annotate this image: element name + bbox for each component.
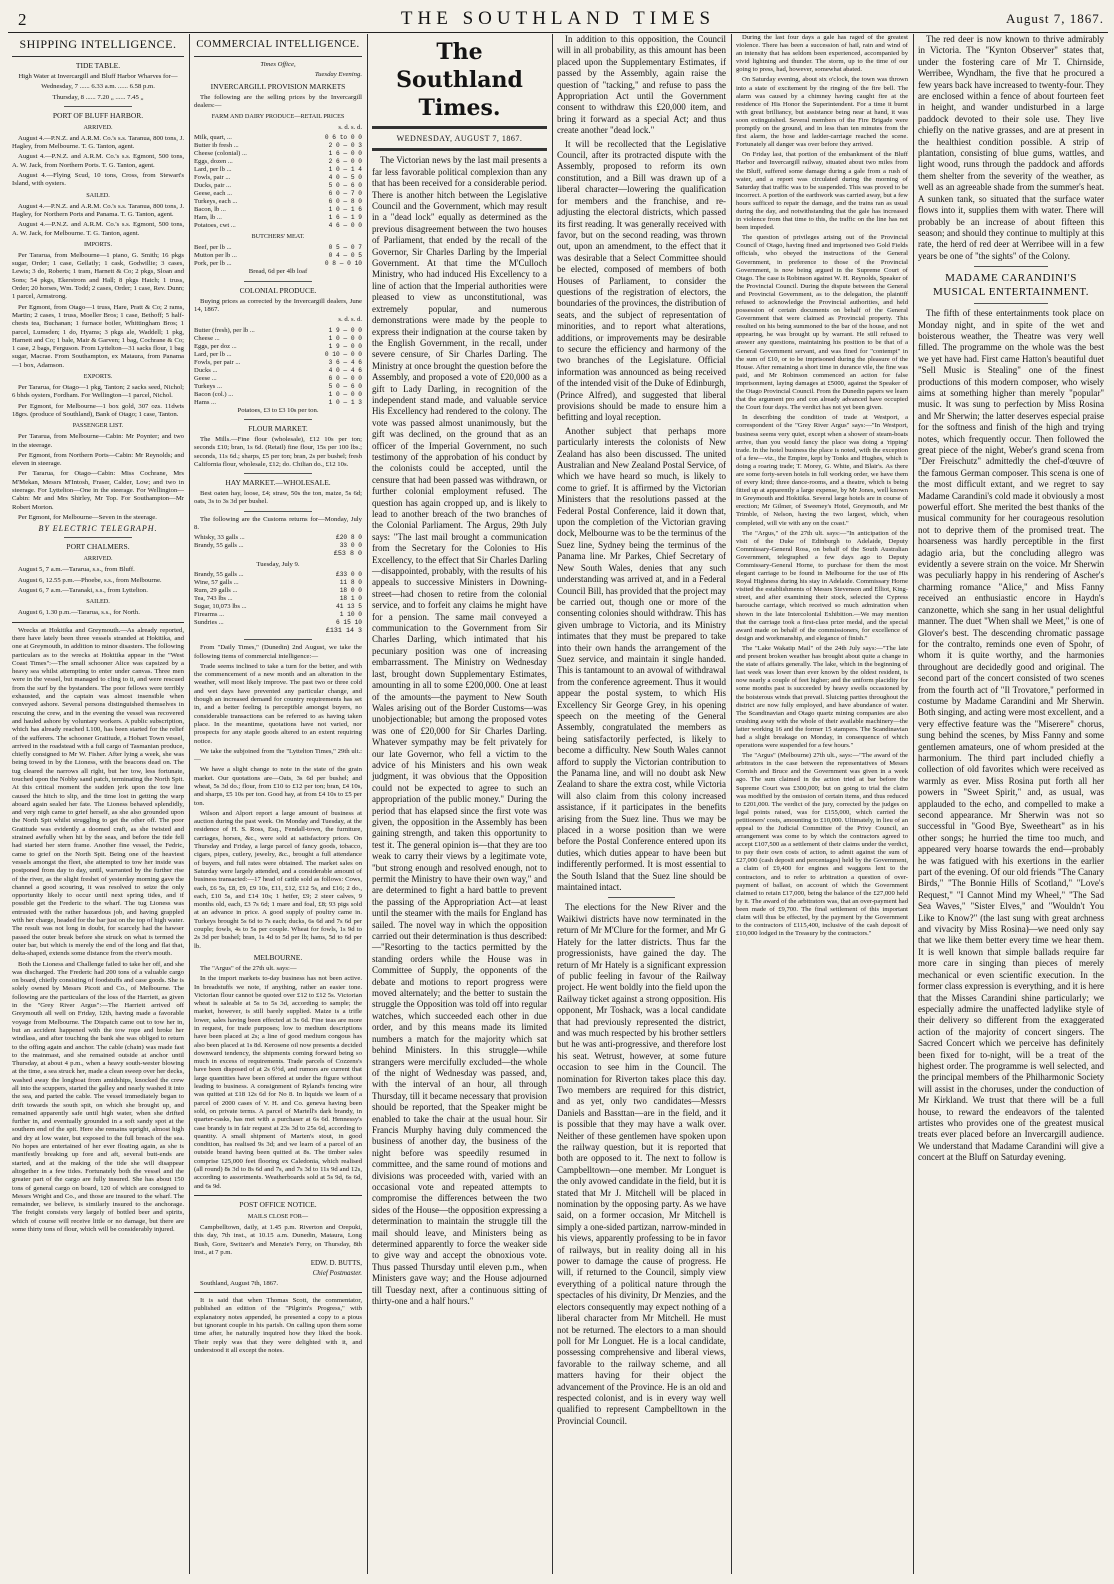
item-name: Sugar, 10,073 lbs ... xyxy=(194,602,247,610)
leader-dateline: WEDNESDAY, AUGUST 7, 1867. xyxy=(396,134,523,143)
divider xyxy=(194,1292,362,1293)
item-price: 4 0 — 4 6 xyxy=(328,366,362,374)
divider xyxy=(372,126,547,129)
subheading: COLONIAL PRODUCE. xyxy=(239,285,317,295)
item-price: 33 0 0 xyxy=(339,542,362,550)
item-name: Wine, 57 galls ... xyxy=(194,578,239,586)
customs-total: £131 14 3 xyxy=(325,626,362,635)
price-row xyxy=(194,534,362,542)
item-price: 2 0 — 0 3 xyxy=(328,142,362,150)
label: ARRIVED. xyxy=(83,555,113,563)
divider xyxy=(64,106,133,107)
subheading: PORT OF BLUFF HARBOR. xyxy=(52,110,144,120)
masthead xyxy=(8,6,1108,32)
price-row xyxy=(194,359,362,367)
signature: EDW. D. BUTTS, xyxy=(310,1259,362,1268)
item-name: Fowls, per pair ... xyxy=(194,358,241,366)
item-name: Butter ib fresh ... xyxy=(194,142,239,150)
divider xyxy=(244,639,311,640)
item-price: 18 0 0 xyxy=(339,586,362,594)
price-row xyxy=(194,367,362,375)
news-item: The red deer is now known to thrive admirably in Victoria. The "Kynton Observer" states that, under the fostering care of Mr T. Chirnside, Werribee, Wyndham, the five that he procured a few years back have increased to twenty-four. They are enclosed within a fence of about fourteen feet in height, and wander undisturbed in a large paddock devoted to their sole use. They live chiefly on the native grasses, and are at present in the healthiest condition possible. A strip of plantation, consisting of blue gums, wattles, and light wood, runs through the paddock and affords them shelter from the severity of the weather, as well as an agreeable shade from the summer's heat. A sunken tank, so situated that the surface water flows into it, supplies them with water. There will probably be an increase of about fifteen this season; and should they continue to multiply at this rate, the herd of red deer at Werribee will in a few years be one of "the sights" of the Colony. xyxy=(918,34,1104,261)
price-table xyxy=(194,327,362,407)
list-item: Per Tararua, for Otago—1 pkg, Tanton; 2 sacks seed, Nichol; 6 bhds oysters, Fordham. For Wellington—1 parcel, Nichol. xyxy=(12,384,184,400)
text: Bread, 6d per 4lb loaf xyxy=(248,268,308,276)
list-item: Per Egmont, from Otago—1 truss, Hare, Pratt & Co; 2 rams, Martin; 2 cases, 1 truss, Moeller Bros; 1 case, Bethoff; 5 half-chests tea, Buchanan; 1 furnace boiler, Whittingham Bros; 1 parcel, Lumsden; 1 do, Hyams; 3 pkgs ale, Waddell; 1 pkg, Harnett and Co; 1 bale, Mair & Garven; 1 bag, Cochrane & Co; 1 case, 2 bags, Ferguson. From Lyttelton—31 sacks flour, 1 bag sugar, Macrae. From Southampton, ex Mataura, from Panama—1 box, Adamson. xyxy=(12,303,184,369)
item-price: 3 6 — 4 6 xyxy=(328,358,362,366)
label: SAILED. xyxy=(86,191,110,199)
divider xyxy=(974,266,1048,267)
item-price: 2 6 — 0 0 xyxy=(328,158,362,166)
column-local-news xyxy=(732,34,912,1574)
item-price: 0 6 to 0 0 xyxy=(324,134,362,142)
subheading: POST OFFICE NOTICE. xyxy=(239,1199,317,1209)
text: Campbelltown, daily, at 1.45 p.m. Riverton and Orepuki, this day, 7th inst., at 10.15 a.m. Dunedin, Mataura, Long Bush, Gore, Switzer's and Menzie's Ferry, on Thursday, 8th inst., at 7 p.m. xyxy=(194,1223,362,1256)
price-row xyxy=(194,260,362,268)
item-name: Turkeys ... xyxy=(194,382,222,390)
column-commercial xyxy=(190,34,366,1574)
item-name: Firearms ... xyxy=(194,610,225,618)
divider xyxy=(12,622,184,623)
column-shipping xyxy=(8,34,188,1574)
item-price: 6 0 — 0 0 xyxy=(328,374,362,382)
price-row xyxy=(194,619,362,627)
list-item: August 4.—P.N.Z. and A.R.M. Co.'s s.s. Taranua, 800 tons, J. Hagley, from Melbourne. T. G. Tanton, agent. xyxy=(12,134,184,151)
price-row xyxy=(194,174,362,182)
item-name: Pork, per lb ... xyxy=(194,260,232,268)
item-name: Ducks, pair ... xyxy=(194,182,231,190)
item-name: Geese, each ... xyxy=(194,190,233,198)
article-text: It is said that when Thomas Scott, the commentator, published an edition of the "Pilgrim's Progress," with explanatory notes appended, he presented a copy to a pious but ignorant couple in his parish. On calling upon them some time after, he naturally inquired how they liked the book. Their reply was that they were delighted with it, and understood it all except the notes. xyxy=(194,1297,362,1354)
item-name: Tea, 743 lbs ... xyxy=(194,594,233,602)
tide-row: Thursday, 8 ...... 7.20 „ ...... 7.45 „ xyxy=(52,93,144,101)
item-name: Fowls, pair ... xyxy=(194,174,231,182)
price-row xyxy=(194,343,362,351)
news-item: The "Argus" (Melbourne) 27th ult., says:—"The award of the arbitrators in the case between the representatives of Messrs Cornish and Bruce and the Government was given in a week ago. The sum claimed in the action tried at bar before the Supreme Court was £300,000; but on going to trial the claim was modified by the omission of certain items, and thus reduced to £201,000. The verdict of the jury, corrected by the judges on legal points raised, was for £155,000, which carried the petitioners' costs, amounting to £10,000. Ultimately, in lieu of an appeal to the Judicial Committee of the Privy Council, an arrangement was come to by which the contractors agreed to accept £107,500 as a settlement of their claims under the verdict, to pay their own costs of action, to admit against the sum of £27,000 (cash deposit and percentages) held by the Government, a claim of £9,400 for engines and waggons lent to the contractors, and to refer to arbitration a question of over-payment of ballast, on account of which the Government claimed to retain £17,000, being the balance of the £27,000 held by it. The award of the arbitrators was, that an over-payment had been made of £9,700. The final settlement of this important claim will thus be effected, by the payment by the Government to the contractors of £115,400, inclusive of the cash deposit of £10,000 lodged in the Treasury by the contractors." xyxy=(736,752,908,938)
news-item: The question of privileges arising out of the Provincial Council of Otago, having fined and imprisoned two Gold Fields officials, who obeyed the instructions of the General Government, in preference to those of the Provincial Government, is now being argued in the Supreme Court of Otago. The case is Robinson against W. H. Reynolds, Speaker of the Provincial Council. During the dispute between the General and Provincial Government, as to the delegation, the plaintiff refused to acknowledge the Provincial authorities, and held possession of certain documents on behalf of the General Government that were claimed as Provincial property. This resulted on his being summoned to the bar of the house, and not appearing, he was brought up by warrant. He still refused to answer any questions, maintaining his position to be that of a General Government servant, and was fined for "contempt" in the sum of £10, or to be imprisoned during the pleasure of the House. After remaining a short time in durance vile, the fine was paid, and Mr Robinson commenced an action for false imprisonment, laying damages at £5000, against the Speaker of the Otago Provincial Council. From the Dunedin papers we learn that the argument pro and con already advanced have occupied the Court four days. The verdict has not yet been given. xyxy=(736,234,908,412)
item-price: 1 6 — 0 0 xyxy=(328,150,362,158)
issue-date: August 7, 1867. xyxy=(1005,11,1104,26)
units-header: s. d. s. d. xyxy=(338,124,362,132)
price-row xyxy=(194,166,362,174)
price-row xyxy=(194,182,362,190)
list-item: Per Egmont, from Northern Ports—Cabin: Mr Reynolds; and eleven in steerage. xyxy=(12,451,184,468)
item-price: 11 8 0 xyxy=(339,578,362,586)
item-price: 1 0 — 1 3 xyxy=(328,398,362,406)
nameplate: The Southland Times. xyxy=(396,39,523,121)
item-price: 1 0 — 1 6 xyxy=(328,206,362,214)
text: The following are the Customs returns for—Monday, July 8. xyxy=(194,515,362,532)
text: The Mills.—Fine flour (wholesale), £12 10s per ton; seconds £10; bran, 1s 6d. (Retail) fine flour, 15s per 100 lbs.; seconds, 11s 6d.; sharps, £5 per ton; bran, 2s per bushel; fresh California flour, wholesale, £12; do. Chilian do., £12 10s. xyxy=(194,435,362,468)
subheading: Tuesday, July 9. xyxy=(256,560,300,568)
price-row xyxy=(194,252,362,260)
news-item: During the last four days a gale has raged of the greatest violence. There has been a succession of hail, rain and wind of an intensity that has seldom been experienced, accompanied by vivid lightning and thunder. The storm, up to the time of our going to press, had, however, somewhat abated. xyxy=(736,34,908,74)
article-text: Wrecks at Hokitika and Greymouth.—As already reported, there have lately been three vessels stranded at Hokitika, and one at Greymouth, in addition to minor disasters. The following particulars as to the wrecks at Hokitika appear in the "West Coast Times":—The small schooner Alice was capsized by a heavy sea whilst attempting to enter under canvas. Three men were in the vessel, but managed to cling to it, and were rescued from the surf by the bystanders. The poor fellows were terribly exhausted, and the captain was almost insensible when conveyed ashore. Several persons distinguished themselves in rescuing the crew, and in the evening the vessel was recovered and hauled ashore by voluntary workers. A public subscription, which has already reached L100, has been started for the relief of the sufferers. The schooner Gratitude, a Hobart Town vessel, arrived in the roadstead with a full cargo of Tasmanian produce, chiefly consigned to Mr W. Fisher. After lying a week, she was being towed in by the Lioness, with the beacons dead on. The tug cleared the narrows all right, but her tow, less fortunate, touched upon the Nobby sand patch, terminating the North Spit. At this critical moment the sudden jerk upon the tow line caused the hitch to slip, and the time lost in getting the warp aboard again sealed her fate. The Lioness behaved splendidly, and very nigh came to grief herself, as she also grounded upon the North Spit whilst struggling to get the other off. The poor Gratitude was evidently a doomed craft, as she twisted and strained awfully when hit by the seas, and before the tide fell had started her stern frame. Another fine vessel, the Fedric, came to grief on the North Spit. Being one of the heaviest vessels amongst the fleet, she attempted to tow her inside was postponed from day to day, until, warranted by the further rise of the river, as the slight freshet of yesterday morning gave the channel a good scouring, it was resolved to seize the only opportunity likely to occur until next spring tides, and if possible get the Frederic to the wharf. The tug Lioness was entrusted with the rather hazardous job, and having grappled with her charge, headed for the bar just on the top of high water. The result was not long in doubt, for scarcely had the hawser passed the outer break before she struck on what is termed the outer bar, but which is merely the end of the long and flat that, delta-shaped, extends some distance from the river's mouth. xyxy=(12,626,184,958)
item-price: 1 6 — 1 9 xyxy=(328,214,362,222)
price-table xyxy=(194,244,362,268)
price-row xyxy=(194,391,362,399)
item-name: Hams ... xyxy=(194,398,216,406)
units-header: s. d. s. d. xyxy=(338,316,362,324)
column-leader-continued xyxy=(553,34,730,1574)
article-text: We have a slight change to note in the state of the grain market. Our quotations are—Oats, 3s 6d per bushel; and wheat, 5s 3d do.; flour, from £10 to £12 per ton; bran, £4 10s, and sharps, £5 10s per ton. Good hay, at from £4 10s to £5 per ton. xyxy=(194,766,362,807)
list-item: August 6, 7 a.m.—Taranaki, s.s., from Lyttelton. xyxy=(18,587,148,595)
item-price: £33 0 0 xyxy=(336,570,362,578)
item-price: £20 8 0 xyxy=(336,534,362,542)
price-row xyxy=(194,542,362,550)
list-item: Per Tararua, from Melbourne—Cabin: Mr Poynter; and two in the steerage. xyxy=(12,433,184,449)
leader-text: The elections for the New River and the Waikiwi districts have now terminated in the return of Mr M'Clure for the former, and Mr G Hately for the latter districts. Thus far the progressionists, have gained the day. The return of Mr Hately is a significant expression of public feeling in favour of the Railway project. He went boldly into the field upon the Railway ticket against a strong opposition. His opponent, Mr Toshack, was a local candidate that had previously represented the district, and was much respected by his brother settlers but he was anti-progressive, and therefore lost his seat. Wetrust, however, at some future occasion to see him in the Council. The nomination for Riverton takes place this day. Two members are required for this district, and as yet, only two candidates—Messrs Daniels and Bassttan—are in the field, and it is possible that they may have a walk over. Neither of these gentlemen have spoken upon the railway question, but it is reported that both are opposed to it. The next to follow is Campbelltown—one member. Mr Longuet is the only avowed candidate in the field, but it is stated that Mr J. Mitchell will be placed in nomination by the opposing party. As we have said, on a former occasion, Mr Mitchell is simply a one-sided partizan, narrow-minded in his views, apparently professing to be in favor of railways, but in reality doing all in his power to damage the cause of progress. He will, if returned to the Council, simply view everything of a political nature through the spectacles of his divinity, Dr Menzies, and the electors consequently may expect nothing of a liberal character from Mr Mitchell. He must not be returned. The electors to a man should poll for Mr Longuet. He is a local candidate, possessing comprehensive and liberal views, favorable to the railway scheme, and all matters having for their object the advancement of the Province. He is an old and respected colonist, and is in every way well qualified to represent Campbelltown in the Provincial Council. xyxy=(557,902,726,1426)
subheading: BY ELECTRIC TELEGRAPH. xyxy=(38,524,158,534)
item-name: Rum, 29 galls ... xyxy=(194,586,238,594)
item-price: 0 5 — 0 7 xyxy=(328,244,362,252)
section-heading: SHIPPING INTELLIGENCE. xyxy=(19,37,177,51)
item-name: Sundries ... xyxy=(194,618,224,626)
item-name: Whisky, 33 galls ... xyxy=(194,534,245,542)
list-item: August 6, 12.55 p.m.—Phoebe, s.s., from Melbourne. xyxy=(18,576,162,584)
divider xyxy=(194,1195,362,1196)
subheading: MELBOURNE. xyxy=(253,952,303,962)
item-name: Milk, quart, ... xyxy=(194,134,232,142)
price-row xyxy=(194,206,362,214)
leader-text: The Victorian news by the last mail presents a far less favorable political complexion than any that has been received for a considerable period. There is another hitch between the Legislative Council and the Government, which may result in a "dead lock" equally as determined as the previous disagreement between the two houses of Parliament, that ended by the recall of the Governor, Sir Charles Darling by the Imperial Government. At that time the M'Culloch Ministry, who had induced His Excellency to a line of action that the Imperial authorities were pleased to view as unconstitutional, was extremely popular, and numerous demonstrations were made by the people to express their indignation at the course taken by the English Government, in the recall, under severe censure, of Sir Charles Darling. The Ministry at once brought the question before the Assembly, and proposed a vote of £20,000 as a gift to Lady Darling, in recognition of the independent stand made, and valuable service His Excellency had rendered to the colony. The vote was passed almost unanimously, but the gift was declined, on the ground that as an officer of the Imperial Government, no such testimony of the approbation of his conduct by the colonists could be accepted, until the censure that had been passed was withdrawn, or further colonial employment refused. The question has again cropped up, and is likely to lead to another breach of the two branches of the Colonial Parliament. The Argus, 29th July says: "The last mail brought a communication from the Secretary for the Colonies to His Excellency, to the effect that Sir Charles Darling—disappointed, probably, with the results of his appeals to successive Ministers in Downing-street—had chosen to retire from the colonial service, and to forfeit any claims he might have for a pension. The same mail conveyed a communication to the Government from Sir Charles Darling, which intimated that his pecuniary position was one of increasing embarrassment. The Ministry on Wednesday last, brought down Supplementary Estimates, amounting in all to some £200,000. One at least of the amounts—the payment to New South Wales arising out of the Border Customs—was unobjectionable; but among the proposed votes was one of £20,000 for Sir Charles Darling. Whatever sympathy may be felt privately for our late Governor, who fell a victim to the advice of his Ministers and his own weak judgment, it was obvious that the Opposition could not be expected to agree to such an appropriation of the public money." During the period that has elapsed since the first vote was given, the opposition in the Assembly has been gaining strength, and taken this opportunity to test it. The general opinion is—that they are too weak to carry their views by a legitimate vote, "but strong enough and resolved enough, not to permit the Ministry to have their own way," and are determined to fight a hard battle to prevent the passing of the Appropriation Act—at least until the steamer with the mails for England has sailed. The novel way in which the opposition carried out their determination is thus described:—"Resorting to the tactics permitted by the standing orders while the House was in Committee of Supply, the opponents of the debate and motions to report progress were moved alternately; and the better to sustain the struggle the Opposition was told off into regular watches, which succeeded each other in due order, and by this means made its limited numbers a match for the majority which sat behind Ministers. In this struggle—while strangers were mercifully excluded—the whole of the night of Wednesday was passed, and, with the interval of an hour, all through Thursday, till it became necessary that provision should be reported, that the Speaker might be enabled to take the chair at the usual hour. Sir Francis Murphy having duly commenced the business of another day, the business of the night before was speedily resumed in committee, and the same round of motions and divisions was proceeded with, varied with an occasional vote and repeated attempts to compromise the differences between the two sides of the House—the opposition expressing a determination to maintain the struggle till the mail should leave, and Ministers being as determined apparently to force the weaker side to give way and accept the obnoxious vote. Thus passed Thursday until eleven p.m., when Ministers gave way; and the House adjourned till Tuesday next, after a continuous sitting of thirty-one and a half hours." xyxy=(372,155,547,1307)
leader-text: In addition to this opposition, the Council will in all probability, as this amount has been placed upon the Supplementary Estimates, if passed by the Assembly, again raise the question of "tacking," and refuse to pass the Appropriation Act until the Government consent to withdraw this £20,000 item, and bring it forward as a special Act; and thus create another "dead lock." xyxy=(557,34,726,136)
newspaper-title: THE SOUTHLAND TIMES xyxy=(400,8,716,29)
item-price: 1 9 — 0 0 xyxy=(328,326,362,334)
list-item: August 5, 7 a.m.—Tararua, s.s., from Bluff. xyxy=(18,566,135,574)
item-price: 1 0 — 0 0 xyxy=(328,334,362,342)
item-price: 4 0 — 5 0 xyxy=(328,174,362,182)
text: Buying prices as corrected by the Invercargill dealers, June 14, 1867. xyxy=(194,297,362,314)
news-item: On Friday last, that portion of the embankment of the Bluff Harbor and Invercargill railway, situated about two miles from the Bluff, suffered some damage during a gale from a rush of water, and a report was circulated during the morning of Saturday that traffic was to be suspended. This was proved to be incorrect. A portion of the earthwork was carried away, but a few hours sufficed to repair the damage, and the trains ran as usual during the day, and notwithstanding that the gale has increased in violence from that time to this, the traffic on the line has not been impeded. xyxy=(736,151,908,232)
price-row xyxy=(194,587,362,595)
customs-table xyxy=(194,571,362,627)
item-price: 18 1 0 xyxy=(339,594,362,602)
item-name: Lard, per lb ... xyxy=(194,166,232,174)
item-name: Mutton per lb ... xyxy=(194,252,237,260)
article-text: The "Argus" of the 27th ult. says:— xyxy=(200,964,297,972)
divider xyxy=(12,56,184,57)
item-price: 6 0 — 7 0 xyxy=(328,190,362,198)
price-row xyxy=(194,198,362,206)
item-name: Lard, per lb ... xyxy=(194,350,232,358)
price-row xyxy=(194,375,362,383)
label: SAILED. xyxy=(86,598,110,606)
item-price: 6 15 10 xyxy=(336,618,362,626)
item-price: 1 9 — 0 0 xyxy=(328,342,362,350)
article-heading: MADAME CARANDINI'S MUSICAL ENTERTAINMENT. xyxy=(932,272,1090,299)
item-price: 1 0 — 0 0 xyxy=(328,390,362,398)
label: PASSENGER LIST. xyxy=(72,422,124,430)
subheading: INVERCARGILL PROVISION MARKETS xyxy=(210,81,346,91)
item-name: Brandy, 55 galls ... xyxy=(194,570,244,578)
list-item: August 4.—P.N.Z. and A.R.M. Co.'s s.s. Egmont, 500 tons, A. W. Jack, for Melbourne. T. G. Tanton, agent. xyxy=(12,221,184,237)
subheading: TIDE TABLE. xyxy=(75,61,121,70)
item-name: Beef, per lb ... xyxy=(194,244,232,252)
text: Best oaten hay, loose, £4; straw, 50s the ton, maize, 5s 6d; oats, 3s to 3s 3d per bushel. xyxy=(194,490,362,506)
divider xyxy=(372,148,547,151)
list-item: Per Tararua, for Otago—Cabin: Miss Cochrane, Mrs M'Mekan, Messrs M'Intosh, Fraser, Calder, Low; and two in steerage. For Lyttelton—One in the steerage. For Wellington—Cabin: Mr and Mrs Shirley, Mr Top. For Southampton—Mr Robert Morton. xyxy=(12,470,184,511)
price-row xyxy=(194,190,362,198)
price-row xyxy=(194,244,362,252)
divider xyxy=(244,511,311,512)
item-name: Butter (fresh), per lb ... xyxy=(194,326,255,334)
label: FARM AND DAIRY PRODUCE—RETAIL PRICES xyxy=(211,113,345,121)
item-name: Turkeys, each ... xyxy=(194,198,238,206)
text: Southland, August 7th, 1867. xyxy=(200,1279,279,1287)
customs-table xyxy=(194,534,362,550)
subheading: PORT CHALMERS. xyxy=(66,542,130,552)
item-name: Cheese ... xyxy=(194,334,220,342)
item-name: Cheese (colonial) ... xyxy=(194,150,247,158)
item-price: 41 13 5 xyxy=(336,602,362,610)
masthead-rule xyxy=(8,32,1108,33)
item-name: Ducks ... xyxy=(194,366,218,374)
item-name: Potatoes, cwt ... xyxy=(194,222,236,230)
item-price: 5 0 — 6 0 xyxy=(328,182,362,190)
price-row xyxy=(194,214,362,222)
price-row xyxy=(194,327,362,335)
item-name: Bacon (col.) ... xyxy=(194,390,234,398)
list-item: August 4.—Flying Scud, 10 tons, Cross, from Stewart's Island, with oysters. xyxy=(12,172,184,188)
divider xyxy=(194,56,362,57)
dateline: Times Office, xyxy=(260,61,296,68)
list-item: Per Egmont, for Melbourne—1 box gold, 307 ozs. 11dwts 18grs. (produce of Southland), Bank of Otago; 1 case, Tanton. xyxy=(12,402,184,418)
price-row xyxy=(194,351,362,359)
article-text: In the import markets to-day business has not been active. In breadstuffs we note, if anything, rather an easier tone. Victorian flour cannot be quoted over £12 to £12 5s. Victorian wheat is saleable at 5s to 5s 3d, according to sample; the market, however, is still barely supplied. Maize is a trifle lower, sales having been effected at 3s 6d. Fine teas are more in request, for trade purposes; low to medium descriptions have been placed at 2s; a line of good medium congous has also been placed at 1s 8d. Kerosene oil now presents a decided downward tendency, the shipments coming forward being so much in excess of requirements. Trade parcels of Cozzens's have been disposed of at 2s 6½d, and rumors are current that large quantities have been offered at under the figure without leading to business. A consignment of Ryland's fencing wire was quitted at £18 12s 6d for No 8. In liquids we learn of a parcel of 2000 cases of V. H. and Co. geneva having been sold, on private terms. A parcel of Martell's dark brandy, in quarter-casks, has met with a purchaser at 6s 6d. Hennessy's case brandy is in fair request at 23s 3d to 25s 6d, according to quantity. A small shipment of Marten's stout, in good condition, has realised 9s 3d; and we learn of a parcel of an outside brand having been quitted at 8s. The timber sales comprise 125,000 feet flooring ex Caledonia, which realised (all round) 8s 3d to 8s 6d and 7s, and 7s 3d to 11s 9d and 12s, according to assortments. Weatherboards sold at 5s 9d, 6s 6d, and 6s 9d. xyxy=(194,975,362,1190)
item-name: Ham, lb ... xyxy=(194,214,222,222)
price-row xyxy=(194,611,362,619)
page-number: 2 xyxy=(18,10,27,29)
divider xyxy=(244,281,311,282)
price-row xyxy=(194,150,362,158)
leader-text: Another subject that perhaps more particularly interests the colonists of New Zealand has also been discussed. The united Australian and New Zealand Postal Service, of which we have heard so much, is likely to come to grief. It is affirmed by the Victorian Ministers that the resolutions passed at the Federal Postal Conference, laid it down that, upon the completion of the Victorian graving dock, Melbourne was to be the terminus of the Suez line, Sydney being the terminus of the Panama line. Mr Parkes, Chief Secretary of New South Wales, denies that any such understanding was arrived at, and in a Federal Council Bill, has provided that the project may be carried out, though one or more of the consenting colonies should withdraw. This has given umbrage to Victoria, and its Ministry intimates that they must be prepared to take into their own hands the arrangement of the Suez service, and maintain it single handed. This is tantamount to an avowal of withdrawal from the conference agreement. Thus it would appear the postal system, to which His Excellency Sir George Grey, in his opening speech on the meeting of the General Assembly, congratulated the members as being satisfactorily perfected, is likely to become a difficulty. New South Wales cannot afford to supply the Victorian contribution to the Panama line, and will no doubt ask New Zealand to share the extra cost, while Victoria will also claim from this colony increased assistance, if it participates in the benefits arising from the Suez line. Thus we may be placed in a worse position than we were before the Postal Conference entered upon its duties, which duties appear to have been but indifferently performed. It is most essential to the South Island that the Suez line should be maintained intact. xyxy=(557,425,726,893)
label: BUTCHERS' MEAT. xyxy=(251,233,305,241)
text: Potatoes, £3 to £3 10s per ton. xyxy=(237,406,319,414)
item-price: 4 6 — 0 0 xyxy=(328,222,362,230)
item-price: 1 10 0 xyxy=(339,610,362,618)
column-leader xyxy=(368,34,551,1574)
item-price: 6 0 — 8 0 xyxy=(328,198,362,206)
divider xyxy=(244,419,311,420)
list-item: August 4.—P.N.Z. and A.R.M. Co.'s s.s. Taranua, 800 tons, J. Hagley, for Northern Ports and Panama. T. G. Tanton, agent. xyxy=(12,202,184,218)
price-row xyxy=(194,595,362,603)
article-text: From "Daily Times," (Dunedin) 2nd August, we take the following items of commercial intelligence:— xyxy=(194,644,362,660)
price-row xyxy=(194,571,362,579)
article-text: We take the subjoined from the "Lyttelton Times," 29th ult.:— xyxy=(194,747,362,764)
item-price: 0 10 — 0 0 xyxy=(324,350,362,358)
label: IMPORTS. xyxy=(84,240,112,248)
news-item: On Saturday evening, about six o'clock, the town was thrown into a state of excitement by the ringing of the fire bell. The alarm was caused by a chimney having caught fire at the residence of His Honor the Superintendent. For a time it burnt with great brilliancy, but assistance being near at hand, it was soon extinguished. Several members of the Fire Brigade were promptly on the ground, and in less than ten minutes from the first alarm, the hose and ladder-carriage reached the scene. Fortunately all danger was over before they arrived. xyxy=(736,76,908,149)
divider xyxy=(244,473,311,474)
item-price: 5 0 — 6 0 xyxy=(328,382,362,390)
item-name: Eggs, per doz ... xyxy=(194,342,237,350)
article-text: Both the Lioness and Challenge failed to take her off, and she was discharged. The Frederic had 200 tons of a valuable cargo on board, chiefly consisting of foodstuffs and case goods. She is solely owned by Messrs Picott and Co., of Melbourne. The following are the particulars of the loss of the Harriett, as given in the "Grey River Argus":—The Harriett arrived off Greymouth all well on Friday, 12th, having made a favorable voyage from Melbourne. The Dispatch came out to tow her in, but an accident happened with the tow rope and broke her windlass, and after touching the bank she was obliged to return to the offing again and anchor. The cable (chain) was made fast to the mainmast, and she remained outside at anchor until Thursday, at about 4 p.m., when a heavy south-wester blowing at the time, a sea struck her, made a clean sweep over her decks, washed away the longboat from amidships, knocked the crew all into the scuppers, started the galley and nearly washed it into the sea, and parted the cable. The vessel immediately began to drift towards the south spit, on which she brought up, and remained apparently safe until high water, when she drifted further in, and eventually grounded in a soft sandy spot at the southern end of the spit. Here she remains upright, almost high and dry at low water, but exposed to the full breach of the sea. No hopes are entertained of her ever floating again, as she is manifestly breaking up fore and aft, several butt-ends are started, and at the making of the tide she will disappear altogether in a few tides. Fortunately both the vessel and the greater part of the cargo are fully insured. She has about 150 tons of general cargo on board, 120 of which are consigned to Messrs Wright and Co., and those are insured to the wharf. The remainder, we believe, is similarly insured to the anchorage. The freight consists very largely of bottled beer and spirits, which of course will receive little or no damage, but there are some thirty tons of flour, which will be considerably injured. xyxy=(12,960,184,1234)
tide-row: Wednesday, 7 ...... 6.33 a.m. ...... 6.58 p.m. xyxy=(41,83,155,91)
price-row xyxy=(194,579,362,587)
text: High Water at Invercargill and Bluff Harbor Wharves for— xyxy=(18,73,178,80)
item-name: Bacon, lb ... xyxy=(194,206,226,214)
label: ARRIVED. xyxy=(83,123,113,131)
list-item: August 4.—P.N.Z. and A.R.M. Co.'s s.s. Egmont, 500 tons, A. W. Jack, from Northern Ports. T. G. Tanton, agent. xyxy=(12,153,184,169)
customs-total: £53 8 0 xyxy=(333,550,362,559)
item-price: 0 4 — 0 5 xyxy=(328,252,362,260)
leader-text: It will be recollected that the Legislative Council, after its protracted dispute with the Assembly, proposed to reform its own constitution, and a Bill was drawn up of a liberal character—lowering the qualification for members and the franchise, and re-adjusting the electoral districts, which passed its first reading. It was generally received with favor, but on the second reading, was thrown out, upon an amendment, to the effect that it was desirable that a Select Committee should be elected, composed of members of both Houses of Parliament, to consider the questions of the registration of electors, the boundaries of the provinces, the distribution of seats, and the subject of representation of minorities, and to report what alterations, additions, or improvements may be desirable to secure the efficiency and harmony of the two branches of the Legislature. Official information was announced as being received of the intended visit of the Duke of Edinburgh, (Prince Alfred), and suggested that liberal provisions should be made to ensure him a befitting and loyal reception. xyxy=(557,138,726,423)
news-item: The "Lake Wakatip Mail" of the 24th July says:—"The late and present broken weather has brought about quite a change in the state of affairs generally. The lake, which in the beginning of last week was lower than ever known by the oldest resident, is now nearly a couple of feet higher; and the uniform placidity for some months past is succeeded by heavy swells occasioned by the boisterous winds that prevail. Sluicing parties throughout the district are now fully employed, and have abundance of water. The Scandinavian and Otago quartz mining companies are also crushing away with the whole of their available machinery—the latter working 16 and the former 15 stampers. The Scandinavian had a slight breakage on Monday, in consequence of which operations were suspended for a few hours." xyxy=(736,644,908,750)
divider xyxy=(64,537,133,538)
item-name: Eggs, dozen ... xyxy=(194,158,233,166)
divider xyxy=(974,303,1048,304)
subheading: HAY MARKET.—WHOLESALE. xyxy=(225,478,331,488)
price-row xyxy=(194,134,362,142)
price-row xyxy=(194,158,362,166)
price-row xyxy=(194,142,362,150)
article-text: Trade seems inclined to take a turn for the better, and with the commencement of a new month and an alteration in the weather, will most likely improve. The past two or three cold and wet days have prevented any particular change, and though an increased demand for country requirements has set in, and a better feeling is perceptible amongst buyers, no considerable transactions can be referred to as having taken place. In the meantime, quotations have not varied, nor prospects for any staple goods altered to an extent requiring notice. xyxy=(194,662,362,745)
label: EXPORTS. xyxy=(83,373,113,381)
dateline: Tuesday Evening. xyxy=(314,71,362,79)
list-item: Per Tararua, from Melbourne—1 piano, G. Smith; 16 pkgs sugar, Order; 1 case, Gellatly; 1 cask, Godwillie; 3 cases, Lewis; 3 do, Roberts; 1 tram, Harnett & Co; 2 pkgs, Sloan and Sons; 54 pkgs, Ekerstrom and Hall; 8 pkgs Hatch; 1 truss, Order; 20 horses, Wm. Todd; 2 cases, Order; 1 case, Rev. Dunn; 1 parcel, Armstrong. xyxy=(12,251,184,301)
price-table xyxy=(194,134,362,230)
section-heading: COMMERCIAL INTELLIGENCE. xyxy=(196,39,360,50)
list-item: Per Egmont, for Melbourne—Seven in the steerage. xyxy=(18,513,157,521)
item-name: Brandy, 55 galls ... xyxy=(194,542,244,550)
news-item: The "Argus," of the 27th ult. says:—"In anticipation of the visit of the Duke of Edinburgh to Adelaide, Deputy Commissary-General Ross, on behalf of the South Australian Government, telegraphed a few days ago to Deputy Commissary-General Horne, to purchase for them the most elegant carriage to be found in Melbourne for the use of His Royal Highness during his stay in Adelaide. Commissary Horne visited the establishments of Messrs Stevenson and Elliot, King-street, and after examining their stock, selected the Cypress barouche carriage, which received so much admiration when shown in the late Intercolonial Exhibition.—We may mention that the carriage took a first-class prize medal, and the special award made on behalf of the commissioners, for excellence of design and workmanship, and elegance of finish." xyxy=(736,529,908,642)
price-row xyxy=(194,399,362,407)
article-text: The fifth of these entertainments took place on Monday night, and in spite of the wet and boisterous weather, the Theatre was very well filled. The programme on the whole was the best we yet have had. First came Hatton's beautiful duet "Sell Music is Stealing" one of the finest productions of this modern composer, who wisely aims at something higher than merely "popular" music. It was sung to perfection by Miss Rosina and Mr Sherwin; the latter deserves especial praise for the softness and finish of the high and trying notes, which frequently occur. Then followed the great piece of the night, Weber's grand scena from "Der Freischutz" admittedly the chef-d'œuvre of the famous German composer. This scena is one of the most difficult extant, and we regret to say Madame Carandini's cold made it obviously a most powerful effort. She merited the best thanks of the musical community for her courageous resolution not to deprive them of the promised treat. The hoarseness was hardly perceptible in the first adagio aria, but the concluding allegro was evidently a severe strain on the voice. Mr Sherwin was peculiarly happy in his rendering of Ascher's charming romance "Alice," and Miss Fanny received an enthusiastic encore in Haydn's canzonette, which she sang in her usual delightful manner. The duet "When shall we Meet," is one of Glover's best. The descending chromatic passage for the contralto, reminds one even of Spohr, of whom it is quite worthy, and the harmonies throughout are decidedly good and original. The second part of the concert consisted of two scenes from the fourth act of "Il Trovatore," performed in costume by Madame Carandini and Mr Sherwin. Both singing, and acting were most excellent, and a very effective feature was the "Miserere" chorus, sung behind the scenes, by Miss Fanny and some gentlemen amateurs, one of whom presided at the harmonium. The third part included chiefly a collection of old favorites which were received as warmly as ever. Miss Rosina put forth all her powers in "Sweet Spirit," and, as usual, was applauded to the echo, and compelled to make a second appearance. Mr Sherwin was not so successful in "Good Bye, Sweetheart" as in his other songs; he hurried the time too much, and appeared very hoarse towards the end—probably he was fatigued with his exertions in the earlier part of the evening. Of our old friends "The Canary Birds," "The Bonnie Hills of Scotland," "Love's Request," "I Cannot Mind my Wheel," "The Sad Sea Waves," "Sister Elves," and "Wouldn't You Like to Know?" (the last sung with great archness and vivacity by Miss Rosina)—we need only say that we like them better every time we hear them. It is well known that simple ballads require far more care in singing than pieces of merely mechanical or even scientific execution. In the former class expression is everything, and it is here that the Misses Carandini shine particularly; we especially admire the unaffected ladylike style of their delivery so different from the exaggerated action of the majority of concert singers. The Sacred Concert which we perceive has definitely been fixed for to-night, will be a treat of the highest order. The programme is well selected, and the principal members of the Philharmonic Society will assist in the choruses, under the conduction of Mr Kirkland. We trust that there will be a full house, to reward the endeavors of the talented artistes who provides one of the greatest musical treats ever placed before an Invercargill audience. We understand that Madame Carandini will give a concert at the Bluff on Saturday evening. xyxy=(918,308,1104,1163)
text: The following are the selling prices by the Invercargill dealers:— xyxy=(194,93,362,109)
divider xyxy=(608,897,676,898)
item-price: 0 8 — 0 10 xyxy=(324,260,362,268)
label: MAILS CLOSE FOR— xyxy=(247,1212,309,1220)
subheading: FLOUR MARKET. xyxy=(248,423,308,433)
item-name: Geese ... xyxy=(194,374,217,382)
price-row xyxy=(194,335,362,343)
price-row xyxy=(194,222,362,230)
news-item: In describing the condition of trade at Westport, a correspondent of the "Grey River Argus" says:—"In Westport, business seems very quiet, except when a shower of steam-boats arrive, than you would fancy the place was doing a 'ripping' trade. In the hotel business the place is noted, with the exception of a few—viz., the Empire, kept by Tonks and Hughes, which is doing a roaring trade; T. Morey, G. White, and Blair's. As there are some forty-seven hotels in full working order, we have them of every kind; three dance-rooms, and a theatre, which is being fitted up at apparently a large expense, by Mr Jones, well known in Greymouth and Hokitika. Several large hotels are in course of erection; Mr Gilmer, of Sweeney's Hotel, Greymouth, and Mr Trimble, of Nelson, having the two largest, which, when completed, will vie with any on the coast." xyxy=(736,414,908,527)
signature-role: Chief Postmaster. xyxy=(312,1269,362,1278)
price-row xyxy=(194,603,362,611)
article-text: Wilson and Alport report a large amount of business at auction during the past week. On Monday and Tuesday, at the residence of H. S. Ross, Esq., Fendall-town, the furniture, carriages, horses, &c., were sold at satisfactory prices. On Thursday and Friday, a large parcel of fancy goods, tobacco, cigars, pipes, cutlery, jewelry, &c., brought a full attendance of buyers, and full rates were obtained. The market sales on Saturday were largely attended, and a considerable amount of business transacted:—17 head of cattle sold as follows: Cows, each, £6 5s, £8, £9, £9 10s, £11, £12, £12 5s, and £16; 2 do., each, £10 5s, and £14 10s; 1 heifer, £9; 2 steer calves, 9 months old, each, £3 7s 6d; 1 mare and foal, £8; 93 pigs sold at an advance in price. A good supply of poultry came in. Turkeys brought 5s 6d to 7s each; ducks, 6s 6d and 7s 6d per couple; fowls, 4s to 5s per couple. Wheat for fowls, 1s 9d to 2s 3d per bushel; bran, 1s 4d to 5d per lb; hams, 5d to 6d per lb. xyxy=(194,809,362,950)
item-price: 1 0 — 1 4 xyxy=(328,166,362,174)
list-item: August 6, 1.30 p.m.—Tararua, s.s., for North. xyxy=(18,609,140,617)
price-row xyxy=(194,383,362,391)
column-concert xyxy=(914,34,1108,1574)
